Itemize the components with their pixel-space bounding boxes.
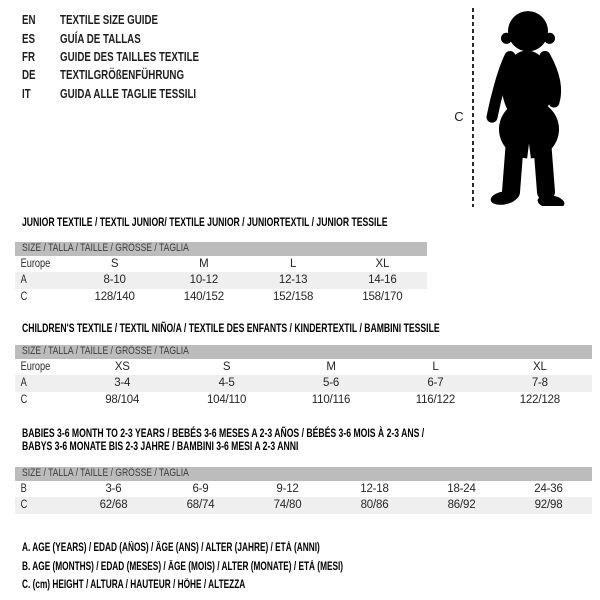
- table-cell: 4-5: [218, 377, 235, 389]
- legend-line-a: A. AGE (YEARS) / EDAD (AÑOS) / ÂGE (ANS) / ALTER (JAHRE) / ETÀ (ANNI): [22, 542, 320, 554]
- size-header-bar: [15, 467, 592, 481]
- table-cell: 7-8: [531, 377, 548, 389]
- table-cell: 116/122: [415, 393, 456, 406]
- table-cell: 62/68: [99, 499, 128, 511]
- table-row: [15, 481, 592, 498]
- table-row: [15, 359, 592, 376]
- table-row: [15, 272, 427, 289]
- row-label: C: [20, 499, 28, 511]
- language-row: [22, 29, 238, 47]
- table-title: BABIES 3-6 MONTH TO 2-3 YEARS / BEBÉS 3-6 MESES A 2-3 AÑOS / BÉBÉS 3-6 MOIS À 2-3 ANS /: [22, 426, 425, 440]
- table-row: [15, 497, 592, 514]
- row-label: Europe: [20, 257, 51, 270]
- language-row: [22, 11, 238, 29]
- table-cell: 80/86: [360, 499, 389, 511]
- table-cell: S: [110, 257, 119, 270]
- language-code: EN: [22, 13, 36, 28]
- size-header-label: SIZE / TALLA / TAILLE / GRÖSSE / TAGLIA: [22, 345, 189, 357]
- language-code: IT: [22, 86, 31, 101]
- table-cell: 86/92: [447, 499, 476, 511]
- table-cell: 9-12: [276, 482, 299, 495]
- table-cell: 14-16: [368, 274, 397, 286]
- table-cell: 128/140: [94, 290, 135, 303]
- table-row: [15, 375, 592, 392]
- table-cell: 152/158: [273, 290, 314, 303]
- language-code: ES: [22, 31, 36, 46]
- table-cell: L: [290, 257, 297, 270]
- language-title-list: [22, 11, 238, 103]
- language-title: GUIDE DES TAILLES TEXTILE: [60, 49, 200, 64]
- table-cell: XS: [114, 360, 130, 373]
- table-cell: 10-12: [189, 274, 219, 286]
- table-cell: 122/128: [519, 393, 560, 406]
- table-cell: 3-4: [114, 377, 131, 389]
- table-cell: 110/116: [311, 393, 351, 406]
- table-cell: 74/80: [273, 499, 302, 511]
- table-cell: 12-13: [278, 274, 308, 286]
- language-title: TEXTILE SIZE GUIDE: [60, 13, 159, 28]
- row-label: C: [20, 290, 28, 303]
- row-label: A: [20, 377, 27, 389]
- height-label-c: C: [454, 109, 464, 124]
- language-row: [22, 66, 238, 84]
- table-body: [15, 359, 592, 409]
- table-title: JUNIOR TEXTILE / TEXTIL JUNIOR/ TEXTILE JUNIOR / JUNIORTEXTIL / JUNIOR TESSILE: [22, 215, 388, 229]
- table-cell: XL: [375, 257, 390, 270]
- table-cell: 3-6: [105, 482, 122, 495]
- row-label: A: [20, 274, 27, 286]
- row-label: B: [20, 482, 27, 495]
- table-cell: 6-9: [192, 482, 209, 495]
- table-cell: XL: [532, 360, 547, 373]
- table-cell: 8-10: [103, 274, 126, 286]
- table-cell: 6-7: [427, 377, 444, 389]
- table-row: [15, 392, 592, 409]
- table-cell: M: [199, 257, 209, 270]
- children-size-table: [15, 322, 592, 408]
- table-cell: 158/170: [362, 290, 403, 303]
- table-body: [15, 256, 427, 306]
- table-cell: 104/110: [206, 393, 247, 406]
- table-cell: 92/98: [534, 499, 563, 511]
- height-measure-dashed-line: [472, 8, 474, 207]
- table-cell: M: [326, 360, 336, 373]
- table-row: [15, 289, 427, 306]
- table-cell: 5-6: [323, 377, 340, 389]
- table-title-line2: BABYS 3-6 MONATE BIS 2-3 JAHRE / BAMBINI 3-6 MESI A 2-3 ANNI: [22, 439, 299, 453]
- language-code: DE: [22, 68, 36, 83]
- table-cell: L: [432, 360, 439, 373]
- table-cell: S: [222, 360, 231, 373]
- row-label: Europe: [20, 360, 51, 373]
- table-cell: 98/104: [105, 393, 140, 406]
- language-title: TEXTILGRÖßENFÜHRUNG: [60, 68, 185, 83]
- legend-line-b: B. AGE (MONTHS) / EDAD (MESES) / ÂGE (MOIS) / ALTER (MONATE) / ETÀ (MESI): [22, 560, 344, 573]
- table-cell: 24-36: [534, 482, 563, 495]
- table-title: CHILDREN'S TEXTILE / TEXTIL NIÑO/A / TEXTILE DES ENFANTS / KINDERTEXTIL / BAMBINI TESSILE: [22, 321, 440, 335]
- legend-line-c: C. (cm) HEIGHT / ALTURA / HAUTEUR / HÖHE / ALTEZZA: [22, 579, 246, 591]
- babies-size-table: [15, 427, 592, 514]
- language-title: GUÍA DE TALLAS: [60, 31, 141, 46]
- table-cell: 68/74: [186, 499, 215, 511]
- row-label: C: [20, 393, 28, 406]
- language-code: FR: [22, 49, 36, 64]
- table-cell: 18-24: [447, 482, 476, 495]
- size-header-label: SIZE / TALLA / TAILLE / GRÖSSE / TAGLIA: [22, 242, 189, 254]
- table-cell: 12-18: [360, 482, 389, 495]
- language-row: [22, 85, 238, 103]
- junior-size-table: [15, 216, 427, 305]
- size-header-bar: [15, 345, 592, 359]
- measurement-legend: [22, 539, 468, 595]
- language-row: [22, 48, 238, 66]
- table-cell: 140/152: [183, 290, 224, 303]
- toddler-silhouette-icon: [485, 4, 585, 206]
- table-body: [15, 481, 592, 514]
- size-header-label: SIZE / TALLA / TAILLE / GRÖSSE / TAGLIA: [22, 467, 189, 479]
- table-row: [15, 256, 427, 273]
- language-title: GUIDA ALLE TAGLIE TESSILI: [60, 86, 197, 101]
- size-header-bar: [15, 242, 427, 256]
